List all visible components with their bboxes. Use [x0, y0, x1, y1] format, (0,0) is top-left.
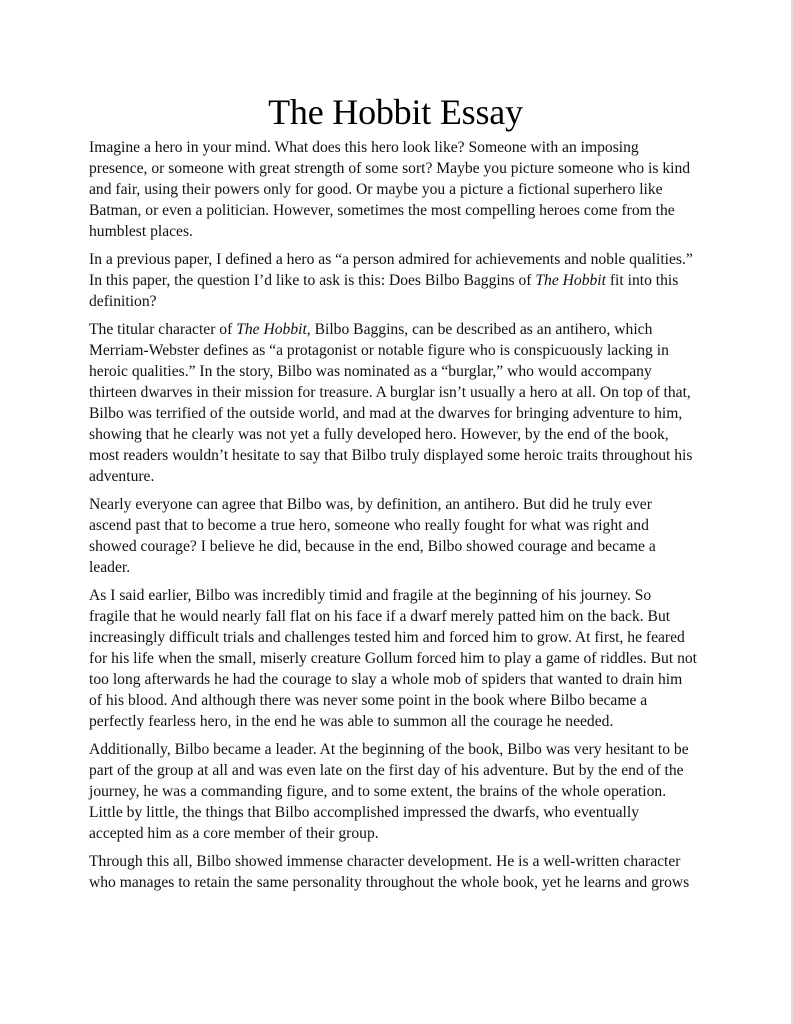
- text-line: definition?: [89, 293, 157, 310]
- document-body: [89, 137, 711, 900]
- text-segment: The titular character of: [89, 321, 237, 338]
- text-line: journey, he was a commanding figure, and to some extent, the brains of the whole operation.: [89, 783, 667, 800]
- text-line: [89, 270, 711, 291]
- text-line: Additionally, Bilbo became a leader. At the beginning of the book, Bilbo was very hesitant to be: [89, 741, 689, 758]
- text-line: Little by little, the things that Bilbo accomplished impressed the dwarfs, who eventually: [89, 804, 639, 821]
- text-segment: In this paper, the question I’d like to ask is this: Does Bilbo Baggins of: [89, 272, 536, 289]
- paragraph-5: [89, 585, 711, 732]
- text-line: Through this all, Bilbo showed immense character development. He is a well-written character: [89, 853, 681, 870]
- text-line: Batman, or even a politician. However, sometimes the most compelling heroes come from the: [89, 202, 675, 219]
- text-line: perfectly fearless hero, in the end he was able to summon all the courage he needed.: [89, 713, 614, 730]
- paragraph-3: [89, 319, 711, 487]
- text-line: As I said earlier, Bilbo was incredibly timid and fragile at the beginning of his journey. So: [89, 587, 652, 604]
- text-line: who manages to retain the same personality throughout the whole book, yet he learns and grows: [89, 874, 690, 891]
- text-line: increasingly difficult trials and challenges tested him and forced him to grow. At first, he feared: [89, 629, 685, 646]
- text-line: most readers wouldn’t hesitate to say that Bilbo truly displayed some heroic traits throughout his: [89, 447, 693, 464]
- text-line: [89, 319, 711, 340]
- text-line: adventure.: [89, 468, 155, 485]
- text-line: showed courage? I believe he did, because in the end, Bilbo showed courage and became a: [89, 538, 656, 555]
- paragraph-2: [89, 249, 711, 312]
- text-line: humblest places.: [89, 223, 193, 240]
- text-line: fragile that he would nearly fall flat on his face if a dwarf merely patted him on the back. But: [89, 608, 671, 625]
- text-line: accepted him as a core member of their group.: [89, 825, 379, 842]
- text-line: Imagine a hero in your mind. What does this hero look like? Someone with an imposing: [89, 139, 639, 156]
- text-line: and fair, using their powers only for good. Or maybe you a picture a fictional superhero like: [89, 181, 663, 198]
- text-line: too long afterwards he had the courage to slay a whole mob of spiders that wanted to drain him: [89, 671, 683, 688]
- text-line: thirteen dwarves in their mission for treasure. A burglar isn’t usually a hero at all. On top of that,: [89, 384, 691, 401]
- text-line: part of the group at all and was even late on the first day of his adventure. But by the end of the: [89, 762, 684, 779]
- text-line: heroic qualities.” In the story, Bilbo was nominated as a “burglar,” who would accompany: [89, 363, 652, 380]
- paragraph-7: [89, 851, 711, 893]
- text-segment: Bilbo Baggins, can be described as an antihero, which: [310, 321, 653, 338]
- paragraph-6: [89, 739, 711, 844]
- book-title-italic: The Hobbit,: [236, 321, 311, 338]
- text-line: showing that he clearly was not yet a fully developed hero. However, by the end of the book,: [89, 426, 669, 443]
- text-line: leader.: [89, 559, 131, 576]
- text-line: Bilbo was terrified of the outside world, and mad at the dwarves for bringing adventure to him,: [89, 405, 683, 422]
- text-line: presence, or someone with great strength of some sort? Maybe you picture someone who is kind: [89, 160, 691, 177]
- document-title: The Hobbit Essay: [268, 92, 523, 132]
- text-line: for his life when the small, miserly creature Gollum forced him to play a game of riddles. But not: [89, 650, 697, 667]
- text-line: Merriam-Webster defines as “a protagonist or notable figure who is conspicuously lacking in: [89, 342, 669, 359]
- text-line: ascend past that to become a true hero, someone who really fought for what was right and: [89, 517, 649, 534]
- text-line: of his blood. And although there was never some point in the book where Bilbo became a: [89, 692, 648, 709]
- paragraph-4: [89, 494, 711, 578]
- text-line: In a previous paper, I defined a hero as “a person admired for achievements and noble qualities.”: [89, 251, 693, 268]
- text-segment: fit into this: [605, 272, 679, 289]
- paragraph-1: [89, 137, 711, 242]
- book-title-italic: The Hobbit: [535, 272, 606, 289]
- text-line: Nearly everyone can agree that Bilbo was, by definition, an antihero. But did he truly ever: [89, 496, 652, 513]
